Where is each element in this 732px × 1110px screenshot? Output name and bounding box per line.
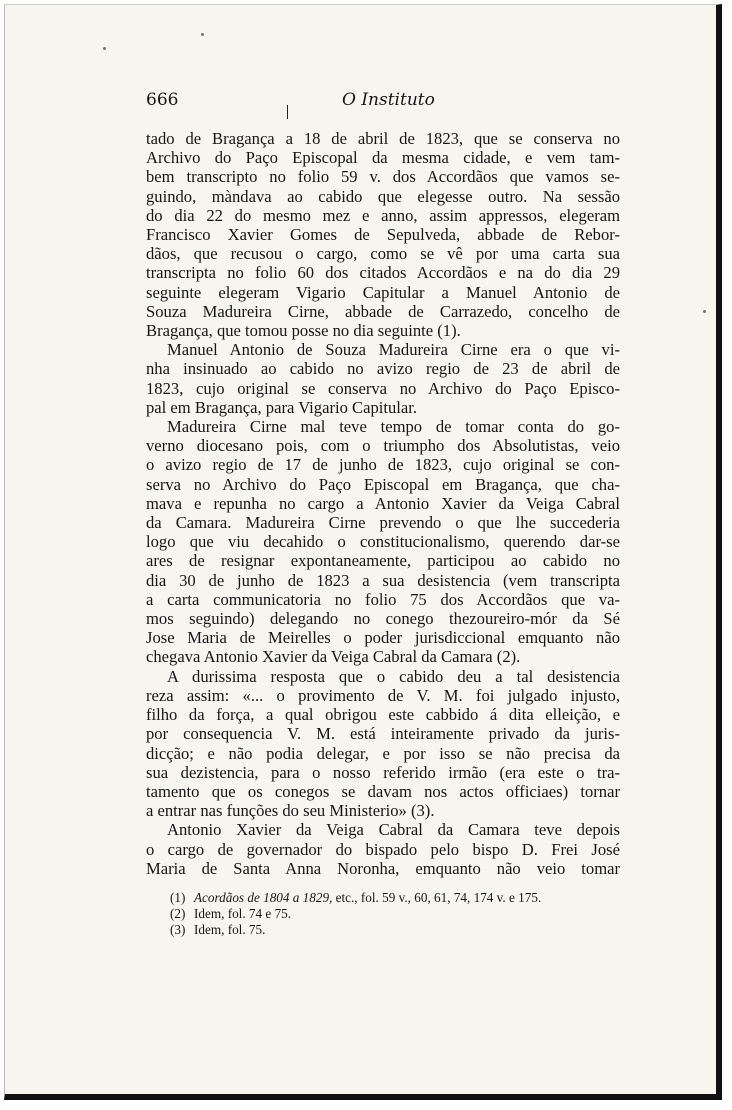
footnote [170, 906, 620, 922]
text-line: da Camara. Madureira Cirne prevendo o que lhe succederia [146, 513, 620, 533]
footnote-number: (2) [170, 906, 186, 921]
running-title: O Instituto [342, 90, 435, 110]
text-line: logo que viu decahido o constitucionalismo, querendo dar-se [146, 532, 620, 552]
footnote [170, 922, 620, 938]
text-line: guindo, màndava ao cabido que elegesse outro. Na sessão [146, 186, 620, 206]
text-line: Bragança, que tomou posse no dia seguinte (1). [146, 321, 461, 341]
paper-speck [703, 310, 706, 313]
text-line: Souza Madureira Cirne, abbade de Carrazedo, concelho de [146, 301, 620, 321]
text-line: por consequencia V. M. está inteiramente privado da juris- [146, 724, 620, 744]
text-line: A durissima resposta que o cabido deu a tal desistencia [167, 666, 620, 686]
footnotes [170, 890, 620, 938]
paper-speck [103, 47, 106, 50]
text-line: pal em Bragança, para Vigario Capitular. [146, 397, 418, 417]
text-line: Francisco Xavier Gomes de Sepulveda, abbade de Rebor- [146, 225, 620, 245]
footnote [170, 890, 620, 906]
text-line: 1823, cujo original se conserva no Archivo do Paço Episco- [146, 378, 620, 398]
text-line: Manuel Antonio de Souza Madureira Cirne era o que vi- [167, 340, 620, 360]
text-line: dia 30 de junho de 1823 a sua desistencia (vem transcripta [146, 570, 620, 590]
text-line: Madureira Cirne mal teve tempo de tomar conta do go- [167, 417, 620, 437]
paper-speck [201, 33, 204, 36]
text-line: Antonio Xavier da Veiga Cabral da Camara teve depois [167, 820, 620, 840]
text-line: Archivo do Paço Episcopal da mesma cidade, e vem tam- [146, 148, 620, 168]
footnote-number: (3) [170, 922, 186, 937]
text-line: verno diocesano pois, com o triumpho dos Absolutistas, veio [146, 436, 620, 456]
text-line: do dia 22 do mesmo mez e anno, assim appressos, elegeram [146, 205, 620, 225]
text-line: Jose Maria de Meirelles o poder jurisdiccional emquanto não [146, 628, 620, 648]
text-line: sua dezistencia, para o nosso referido irmão (era este o tra- [146, 762, 620, 782]
text-line: seguinte elegeram Vigario Capitular a Manuel Antonio de [146, 282, 620, 302]
text-line: o cargo de governador do bispado pelo bispo D. Frei José [146, 839, 620, 859]
footnote-italic: Acordãos de 1804 a 1829, [194, 890, 333, 905]
text-line: tamento que os conegos se davam nos actos officiaes) tornar [146, 781, 620, 801]
running-head [146, 90, 620, 112]
text-line: a entrar nas funções do seu Ministerio» (3). [146, 801, 435, 821]
text-line: o avizo regio de 17 de junho de 1823, cujo original se con- [146, 455, 620, 475]
text-line: mos seguindo) delegando no conego thezoureiro-mór da Sé [146, 609, 620, 629]
footnote-text: Idem, fol. 74 e 75. [194, 906, 292, 921]
text-line: tado de Bragança a 18 de abril de 1823, que se conserva no [146, 129, 620, 148]
text-line: a carta communicatoria no folio 75 dos Accordãos que va- [146, 589, 620, 609]
text-line: filho da força, a qual obrigou este cabbido á dita elleição, e [146, 705, 620, 725]
text-line: transcripta no folio 60 dos citados Accordãos e na do dia 29 [146, 263, 620, 283]
text-line: reza assim: «... o provimento de V. M. foi julgado injusto, [146, 685, 620, 705]
footnote-text: Idem, fol. 75. [194, 922, 266, 937]
footnote-text: etc., fol. 59 v., 60, 61, 74, 174 v. e 175. [332, 890, 542, 905]
footnote-number: (1) [170, 890, 186, 905]
text-line: dicção; e não podia delegar, e por isso se não precisa da [146, 743, 620, 763]
text-line: ares de resignar expontaneamente, participou ao cabido no [146, 551, 620, 571]
text-line: chegava Antonio Xavier da Veiga Cabral da Camara (2). [146, 647, 521, 667]
text-line: serva no Archivo do Paço Episcopal em Bragança, que cha- [146, 474, 620, 494]
page-number: 666 [146, 90, 179, 110]
text-line: nha insinuado ao cabido no avizo regio de 23 de abril de [146, 359, 620, 379]
text-line: Maria de Santa Anna Noronha, emquanto não veio tomar [146, 858, 620, 878]
text-line: bem transcripto no folio 59 v. dos Accordãos que vamos se- [146, 167, 620, 187]
text-line: dãos, que recusou o cargo, como se vê por uma carta sua [146, 244, 620, 264]
body-text [146, 129, 620, 878]
text-line: mava e repunha no cargo a Antonio Xavier da Veiga Cabral [146, 493, 620, 513]
